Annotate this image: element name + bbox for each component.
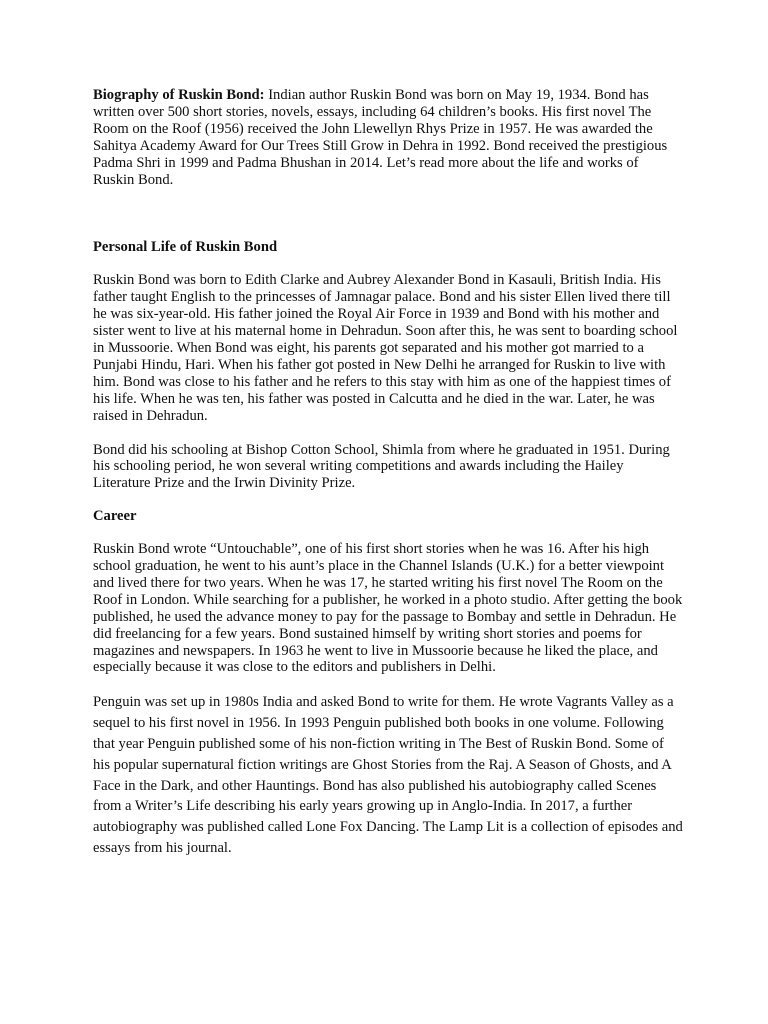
personal-life-paragraph: Ruskin Bond was born to Edith Clarke and Aubrey Alexander Bond in Kasauli, British India. His father taught English to the princesses of Jamnagar palace. Bond and his sister Ellen lived there till he was six-year-old. His father joined the Royal Air Force in 1939 and Bond with his mother and sister went to live at his maternal home in Dehradun. Soon after this, he was sent to boarding school in Mussoorie. When Bond was eight, his parents got separated and his mother got married to a Punjabi Hindu, Hari. When his father got posted in New Delhi he arranged for Ruskin to live with him. Bond was close to his father and he refers to this stay with him as one of the happiest times of his life. When he was ten, his father was posted in Calcutta and he died in the war. Later, he was raised in Dehradun. bbox=[93, 272, 678, 424]
intro-text: Indian author Ruskin Bond was born on May 19, 1934. Bond has written over 500 short stories, novels, essays, including 64 children’s books. His first novel The Room on the Roof (1956) received the John Llewellyn Rhys Prize in 1957. He was awarded the Sahitya Academy Award for Our Trees Still Grow in Dehra in 1992. Bond received the prestigious Padma Shri in 1999 and Padma Bhushan in 2014. Let’s read more about the life and works of Ruskin Bond. bbox=[93, 87, 668, 188]
schooling-paragraph: Bond did his schooling at Bishop Cotton School, Shimla from where he graduated in 1951. During his schooling period, he won several writing competitions and awards including the Hailey Literature Prize and the Irwin Divinity Prize. bbox=[93, 441, 670, 492]
personal-life-heading: Personal Life of Ruskin Bond bbox=[93, 239, 278, 256]
penguin-paragraph: Penguin was set up in 1980s India and asked Bond to write for them. He wrote Vagrants Valley as a sequel to his first novel in 1956. In 1993 Penguin published both books in one volume. Following that year Penguin published some of his non-fiction writing in The Best of Ruskin Bond. Some of his popular supernatural fiction writings are Ghost Stories from the Raj. A Season of Ghosts, and A Face in the Dark, and other Hauntings. Bond has also published his autobiography called Scenes from a Writer’s Life describing his early years growing up in Anglo-India. In 2017, a further autobiography was published called Lone Fox Dancing. The Lamp Lit is a collection of episodes and essays from his journal. bbox=[93, 694, 683, 856]
intro-lead: Biography of Ruskin Bond: bbox=[93, 87, 265, 103]
career-heading: Career bbox=[93, 508, 137, 525]
document-page bbox=[93, 87, 683, 859]
intro-paragraph bbox=[93, 87, 683, 188]
career-paragraph: Ruskin Bond wrote “Untouchable”, one of his first short stories when he was 16. After his high school graduation, he went to his aunt’s place in the Channel Islands (U.K.) for a better viewpoint and lived there for two years. When he was 17, he started writing his first novel The Room on the Roof in London. While searching for a publisher, he worked in a photo studio. After getting the book published, he used the advance money to pay for the passage to Bombay and settle in Dehradun. He did freelancing for a few years. Bond sustained himself by writing short stories and poems for magazines and newspapers. In 1963 he went to live in Mussoorie because he liked the place, and especially because it was close to the editors and publishers in Delhi. bbox=[93, 541, 683, 676]
